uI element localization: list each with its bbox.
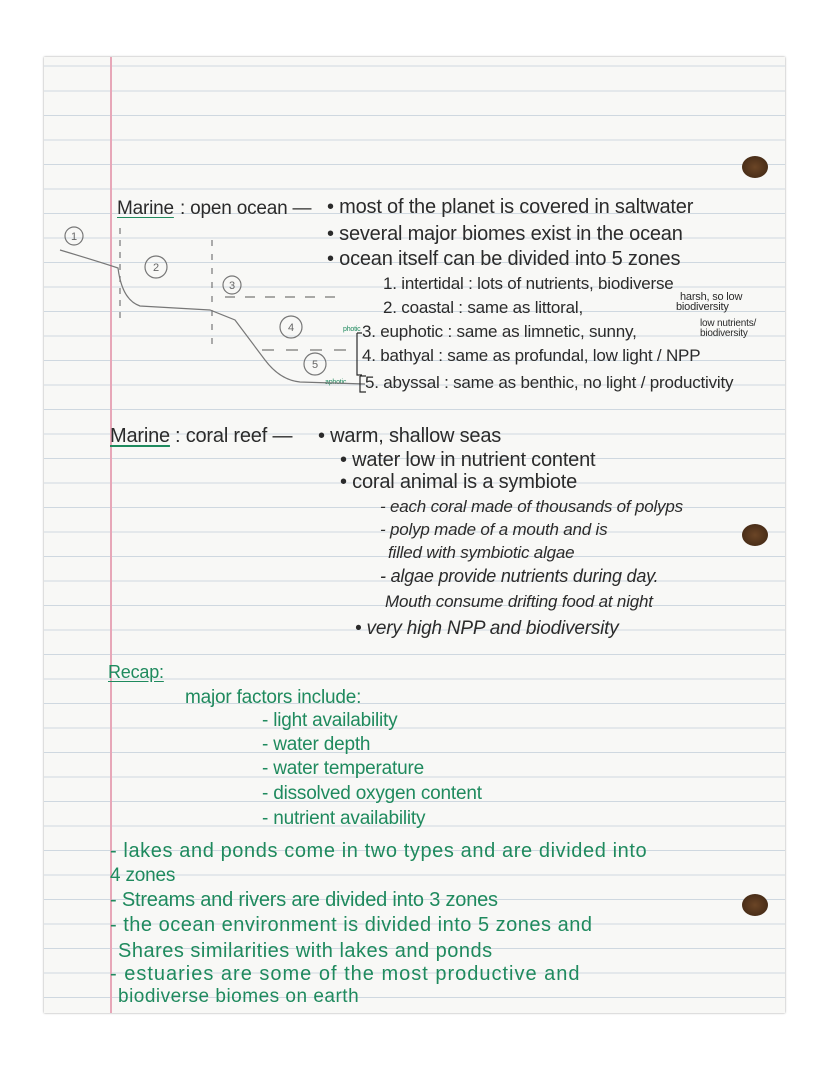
note-line: • ocean itself can be divided into 5 zones [327, 248, 681, 270]
summary-line: 4 zones [110, 865, 176, 886]
diagram-zone-label: 4 [287, 322, 295, 334]
note-line: filled with symbiotic algae [388, 543, 575, 562]
recap-heading: Recap: [108, 662, 164, 682]
note-line: • most of the planet is covered in saltwater [327, 196, 694, 218]
summary-line: biodiverse biomes on earth [118, 986, 360, 1007]
note-line: • coral animal is a symbiote [340, 471, 578, 493]
factor-item: - nutrient availability [262, 808, 426, 829]
note-line: • several major biomes exist in the ocean [327, 223, 683, 245]
summary-line: - Streams and rivers are divided into 3 zones [110, 889, 498, 911]
punch-hole [742, 524, 768, 546]
factor-item: - water depth [262, 734, 371, 755]
note-line: • warm, shallow seas [318, 425, 502, 447]
zone-note: biodiversity [700, 328, 748, 339]
section-heading: Marine [117, 198, 174, 219]
factor-item: - light availability [262, 710, 398, 731]
zone-item: 1. intertidal : lots of nutrients, biodiverse [383, 274, 674, 293]
punch-hole [742, 894, 768, 916]
summary-line: - the ocean environment is divided into 5 zones and [110, 914, 593, 936]
factor-item: - dissolved oxygen content [262, 783, 482, 804]
zone-note: harsh, so low [680, 291, 743, 303]
summary-line: - lakes and ponds come in two types and are divided into [110, 840, 648, 862]
diagram-zone-label: 3 [228, 280, 236, 292]
section-subheading: : open ocean — [180, 198, 312, 219]
summary-line: - estuaries are some of the most productive and [110, 963, 581, 985]
note-line: • water low in nutrient content [340, 449, 596, 471]
summary-line: Shares similarities with lakes and ponds [118, 940, 493, 962]
zone-note: biodiversity [676, 301, 729, 313]
zone-item: 5. abyssal : same as benthic, no light / productivity [365, 373, 734, 392]
photic-label: photic [343, 326, 361, 333]
diagram-zone-label: 2 [152, 262, 160, 274]
zone-item: 3. euphotic : same as limnetic, sunny, [362, 322, 637, 341]
ocean-zone-diagram [0, 0, 828, 420]
note-line: • very high NPP and biodiversity [355, 618, 619, 639]
zone-note: low nutrients/ [700, 318, 757, 329]
zone-item: 2. coastal : same as littoral, [383, 298, 583, 317]
note-line: - polyp made of a mouth and is [380, 520, 608, 539]
recap-intro: major factors include: [185, 687, 362, 708]
zone-item: 4. bathyal : same as profundal, low light / NPP [362, 346, 701, 365]
aphotic-label: aphotic [325, 379, 347, 386]
note-line: - algae provide nutrients during day. [380, 566, 659, 586]
note-line: - each coral made of thousands of polyps [380, 497, 683, 516]
section-subheading: : coral reef — [175, 425, 293, 447]
note-line: Mouth consume drifting food at night [385, 592, 653, 611]
diagram-zone-label: 5 [311, 359, 319, 371]
factor-item: - water temperature [262, 758, 424, 779]
section-heading: Marine [110, 425, 170, 447]
diagram-zone-label: 1 [70, 231, 78, 243]
